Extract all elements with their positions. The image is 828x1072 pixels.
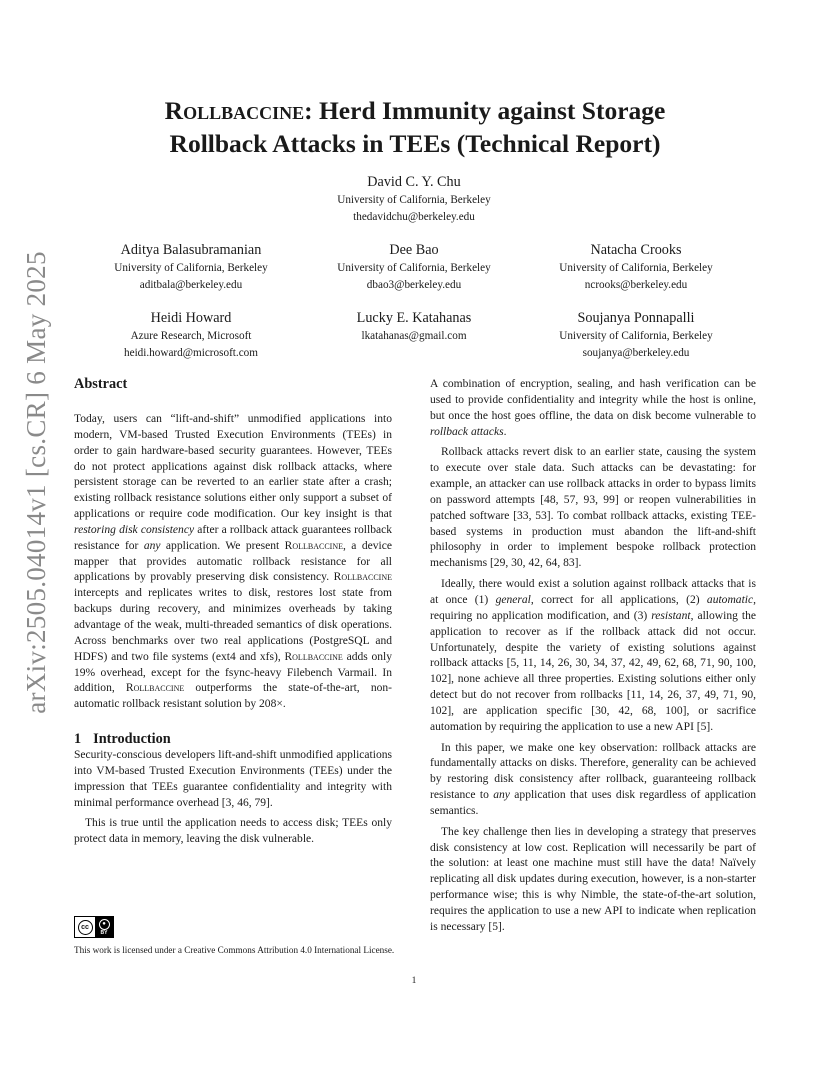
paper-title: Rollbaccine: Herd Immunity against Storage Rollback Attacks in TEEs (Technical Report) [164,96,666,158]
author-block [86,309,296,362]
body-paragraph: A combination of encryption, sealing, and hash verification can be used to provide confidentiality and integrity while the host is online, but once the host goes offline, the data on disk become vulnerable to rollback attacks. [430,378,756,438]
author-block [86,241,296,294]
intro-paragraph: This is true until the application needs to access disk; TEEs only protect data in memory, leaving the disk vulnerable. [74,817,392,846]
license-notice [74,916,404,957]
author-email: soujanya@berkeley.edu [582,347,690,359]
author-block [309,309,519,345]
author-email: lkatahanas@gmail.com [361,330,467,342]
system-name: Rollbaccine [164,96,305,125]
author-affiliation: Azure Research, Microsoft [130,330,252,342]
author-block [531,241,741,294]
author-name: Natacha Crooks [590,242,682,258]
author-email: thedavidchu@berkeley.edu [353,211,475,223]
author-email: heidi.howard@microsoft.com [124,347,258,359]
author-name: David C. Y. Chu [367,174,461,190]
author-affiliation: University of California, Berkeley [559,262,713,274]
author-block [531,309,741,362]
cc-icon: cc [78,920,93,935]
author-affiliation: University of California, Berkeley [337,262,491,274]
author-affiliation: University of California, Berkeley [114,262,268,274]
body-paragraph: Ideally, there would exist a solution against rollback attacks that is at once (1) general, correct for all applications, (2) automatic, requiring no application modification, and (3) resistant, allowing the application to recover as if the rollback attack did not occur. Unfortunately, despite the variety of existing solutions against rollback attacks [5, 11, 14, 26, 30, 34, 37, 42, 49, 62, 68, 71, 90, 100, 102], none achieve all three properties. Existing solutions either only detect but do not recover from rollbacks [11, 14, 26, 37, 49, 71, 90, 102], are application specific [30, 42, 68, 100], or sacrifice automation by requiring the application to use a new API [5]. [430,578,756,733]
author-name: Aditya Balasubramanian [120,242,262,258]
left-column [74,375,392,853]
body-paragraph: The key challenge then lies in developing a strategy that preserves disk consistency at low cost. Replication will necessarily be part of the solution: at least one machine must still have the data! Naïvely replicating all disk updates during execution, however, is a non-starter performance wise; this is why Nimble, the state-of-the-art solution, requires the application to use a new API to indicate when replication is necessary [5]. [430,825,756,933]
introduction-heading: 1 Introduction [74,731,171,748]
attribution-person-icon: ● [99,919,110,930]
author-name: Heidi Howard [150,310,232,326]
author-name: Soujanya Ponnapalli [577,310,695,326]
arxiv-identifier: arXiv:2505.04014v1 [cs.CR] 6 May 2025 [20,250,51,714]
author-name: Lucky E. Katahanas [356,310,472,326]
author-affiliation: University of California, Berkeley [337,194,491,206]
author-email: dbao3@berkeley.edu [366,279,462,291]
author-block [309,241,519,294]
abstract-heading: Abstract [74,376,128,392]
right-column [430,377,756,941]
body-paragraph: In this paper, we make one key observation: rollback attacks are fundamentally attacks on disks. Therefore, generality can be achieved by restoring disk consistency after rollback, guaranteeing rollback resistance to any application that uses disk regardless of application semantics. [430,741,757,817]
author-affiliation: University of California, Berkeley [559,330,713,342]
author-email: ncrooks@berkeley.edu [584,279,688,291]
author-email: aditbala@berkeley.edu [139,279,243,291]
author-name: Dee Bao [389,242,439,258]
page-number: 1 [411,976,417,986]
author-block [264,173,564,226]
abstract-text: Today, users can “lift-and-shift” unmodified applications into modern, VM-based Trusted Execution Environments (TEEs) in order to gain hardware-based security guarantees. However, TEEs do not protect applications against disk rollback attacks, where persistent storage can be reverted to an earlier state after a crash; existing rollback resistance solutions either only support a subset of applications or require code modification. Our key insight is that restoring disk consistency after a rollback attack guarantees rollback resistance for any application. We present Rollbaccine, a device mapper that provides automatic rollback resistance for all applications by provably preserving disk consistency. Rollbaccine intercepts and replicates writes to disk, restores lost state from backups during recovery, and minimizes overheads by taking advantage of the weak, multi-threaded semantics of disk operations. Across benchmarks over two real applications (PostgreSQL and HDFS) and two file systems (ext4 and xfs), Rollbaccine adds only 19% overhead, except for the fsync-heavy Filebench Varmail. In addition, Rollbaccine outperforms the state-of-the-art, non-automatic rollback resistant solution by 208×. [74,413,392,711]
body-paragraph: Rollback attacks revert disk to an earlier state, causing the system to execute over stale data. Such attacks can be devastating: for example, an attacker can use rollback attacks in order to bypass limits on password attempts [48, 57, 93, 99] or reopen vulnerabilities in patched software [33, 53]. To combat rollback attacks, existing TEE-based systems in production must abandon the lift-and-shift philosophy in order to implement bespoke rollback protection mechanisms [29, 30, 42, 64, 83]. [430,446,756,570]
license-text: This work is licensed under a Creative Commons Attribution 4.0 International License. [74,945,395,955]
intro-paragraph: Security-conscious developers lift-and-shift unmodified applications into VM-based Trusted Execution Environments (TEEs) under the impression that TEEs guarantee confidentiality and integrity with minimal performance overhead [3, 46, 79]. [74,749,392,809]
cc-by-badge: cc ● BY [74,916,114,938]
